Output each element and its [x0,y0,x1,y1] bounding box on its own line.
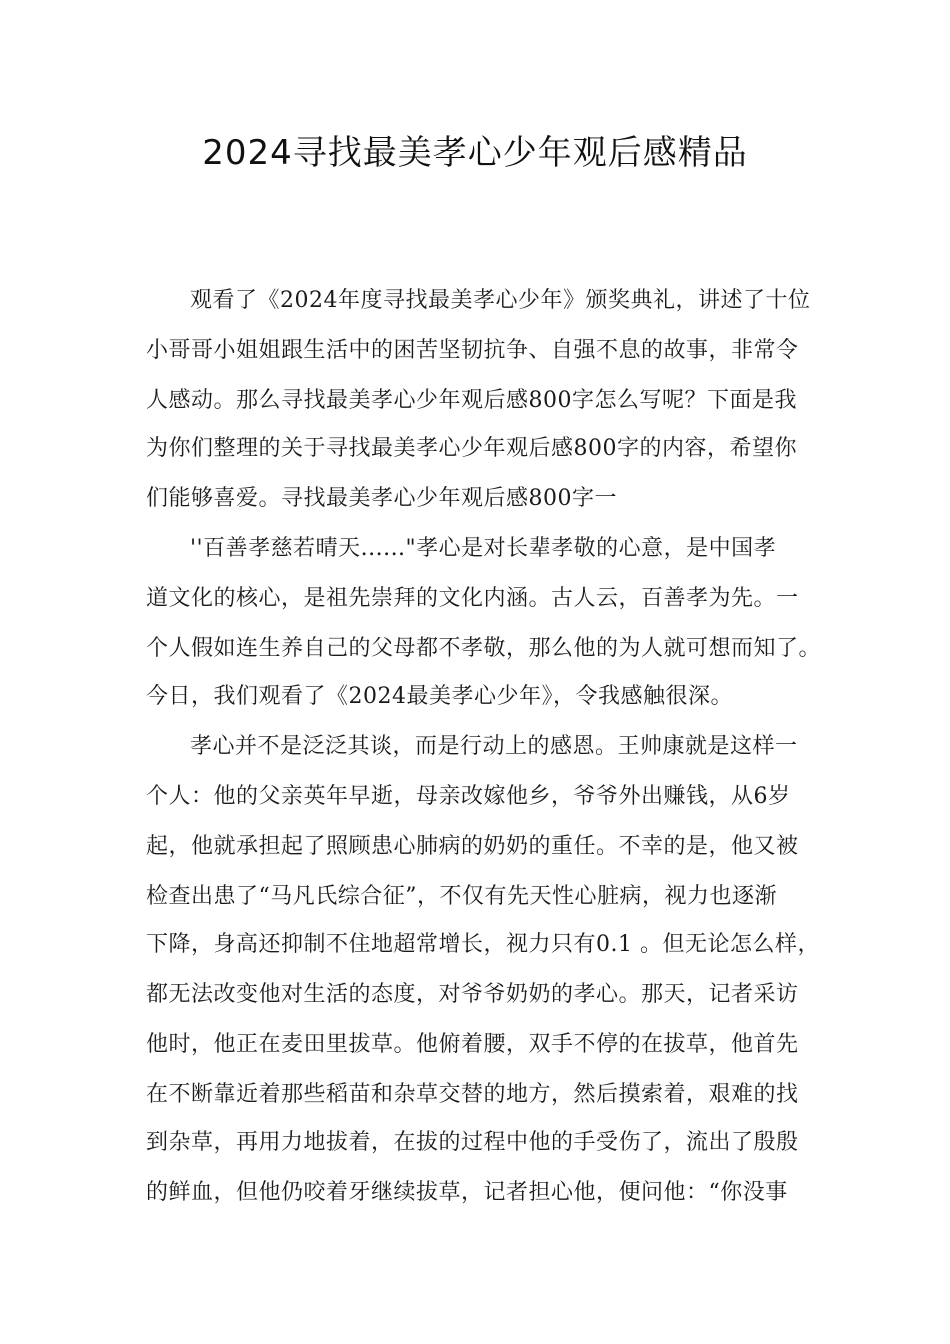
paragraph-line: 个人假如连生养自己的父母都不孝敬，那么他的为人就可想而知了。 [146,636,822,661]
paragraph-line: 他时，他正在麦田里拔草。他俯着腰，双手不停的在拔草，他首先 [146,1032,799,1057]
paragraph-line: 道文化的核心，是祖先崇拜的文化内涵。古人云，百善孝为先。一 [146,586,799,611]
paragraph-line: 下降，身高还抑制不住地超常增长，视力只有0.1 。但无论怎么样， [146,932,820,957]
paragraph-line: 到杂草，再用力地拔着，在拔的过程中他的手受伤了，流出了殷殷 [146,1130,799,1155]
paragraph-line: 个人：他的父亲英年早逝，母亲改嫁他乡，爷爷外出赚钱，从6岁 [146,784,791,809]
paragraph-line: 小哥哥小姐姐跟生活中的困苦坚韧抗争、自强不息的故事，非常令 [146,338,799,363]
paragraph-line: 的鲜血，但他仍咬着牙继续拔草，记者担心他，便问他：“你没事 [146,1180,788,1205]
paragraph-line: 为你们整理的关于寻找最美孝心少年观后感800字的内容，希望你 [146,436,797,461]
paragraph-line: 在不断靠近着那些稻苗和杂草交替的地方，然后摸索着，艰难的找 [146,1082,799,1107]
paragraph-line: 检查出患了“马凡氏综合征”，不仅有先天性心脏病，视力也逐渐 [146,884,777,909]
paragraph-line: 人感动。那么寻找最美孝心少年观后感800字怎么写呢？下面是我 [146,388,797,413]
paragraph-line: ''百善孝慈若晴天......"孝心是对长辈孝敬的心意，是中国孝 [190,536,777,561]
paragraph-line: 起，他就承担起了照顾患心肺病的奶奶的重任。不幸的是，他又被 [146,834,799,859]
paragraph-line: 今日，我们观看了《2024最美孝心少年》，令我感触很深。 [146,684,733,709]
paragraph-line: 观看了《2024年度寻找最美孝心少年》颁奖典礼，讲述了十位 [190,288,811,313]
document-title: 2024寻找最美孝心少年观后感精品 [202,133,748,173]
paragraph-line: 们能够喜爱。寻找最美孝心少年观后感800字一 [146,486,617,511]
paragraph-line: 孝心并不是泛泛其谈，而是行动上的感恩。王帅康就是这样一 [190,734,798,759]
paragraph-line: 都无法改变他对生活的态度，对爷爷奶奶的孝心。那天，记者采访 [146,982,799,1007]
